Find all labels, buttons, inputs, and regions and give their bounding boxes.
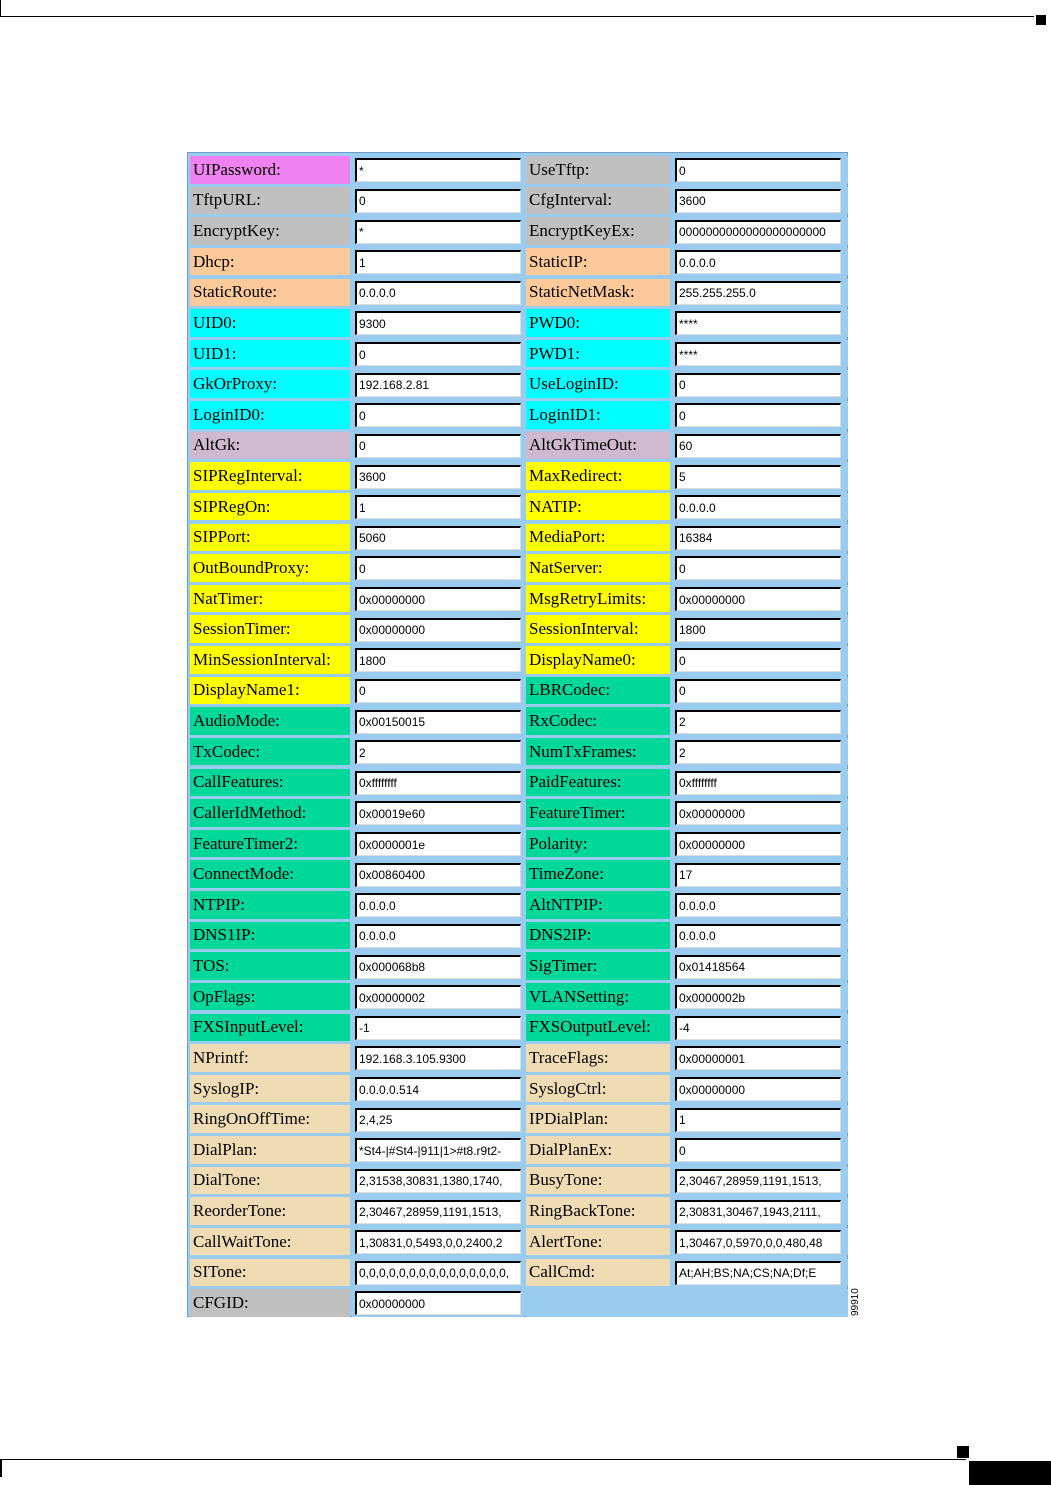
paid-features-input[interactable] [675,771,841,795]
num-tx-frames-input[interactable] [675,740,841,764]
tftp-url-input[interactable] [355,189,521,213]
login-id1-label: LoginID1: [526,401,670,429]
fxsinput-level-input[interactable] [355,1016,521,1040]
session-timer-input[interactable] [355,618,521,642]
connect-mode-input[interactable] [355,863,521,887]
ntpip-label: NTPIP: [190,891,350,919]
time-zone-input[interactable] [675,863,841,887]
session-timer-label: SessionTimer: [190,615,350,643]
header-marker [1036,15,1046,25]
dial-plan-ex-label: DialPlanEx: [526,1136,670,1164]
tx-codec-cell [352,738,524,766]
nat-server-label: NatServer: [526,554,670,582]
feature-timer2-cell [352,830,524,858]
header-rule [0,16,1034,17]
dhcp-input[interactable] [355,250,521,274]
natip-input[interactable] [675,495,841,519]
rx-codec-input[interactable] [675,710,841,734]
alt-gk-label: AltGk: [190,432,350,460]
nprintf-input[interactable] [355,1046,521,1070]
tftp-url-cell [352,187,524,215]
tx-codec-input[interactable] [355,740,521,764]
static-ip-label: StaticIP: [526,248,670,276]
alt-gk-time-out-input[interactable] [675,434,841,458]
op-flags-input[interactable] [355,985,521,1009]
dial-plan-ex-cell [672,1136,848,1164]
ring-back-tone-cell [672,1197,848,1225]
nat-server-input[interactable] [675,556,841,580]
dhcp-label: Dhcp: [190,248,350,276]
alert-tone-label: AlertTone: [526,1228,670,1256]
alt-gk-time-out-label: AltGkTimeOut: [526,432,670,460]
out-bound-proxy-cell [352,554,524,582]
nat-server-cell [672,554,848,582]
uid0-cell [352,309,524,337]
sig-timer-cell [672,952,848,980]
feature-timer-cell [672,799,848,827]
cfgid-input[interactable] [355,1291,521,1315]
uid1-label: UID1: [190,340,350,368]
polarity-input[interactable] [675,832,841,856]
msg-retry-limits-cell [672,585,848,613]
display-name1-label: DisplayName1: [190,677,350,705]
encrypt-key-ex-input[interactable] [675,220,841,244]
sig-timer-input[interactable] [675,955,841,979]
audio-mode-label: AudioMode: [190,707,350,735]
static-route-cell [352,279,524,307]
feature-timer2-input[interactable] [355,832,521,856]
alt-gk-cell [352,432,524,460]
caller-id-method-input[interactable] [355,801,521,825]
dns1-ip-cell [352,922,524,950]
min-session-interval-input[interactable] [355,648,521,672]
pwd0-cell [672,309,848,337]
display-name0-cell [672,646,848,674]
login-id0-cell [352,401,524,429]
nat-timer-label: NatTimer: [190,585,350,613]
paid-features-cell [672,769,848,797]
encrypt-key-label: EncryptKey: [190,217,350,245]
call-features-label: CallFeatures: [190,769,350,797]
alt-ntpip-label: AltNTPIP: [526,891,670,919]
configuration-table [187,152,848,1317]
ring-on-off-time-label: RingOnOffTime: [190,1105,350,1133]
footer-rule [0,1459,966,1460]
call-features-input[interactable] [355,771,521,795]
dial-plan-ex-input[interactable] [675,1138,841,1162]
uid0-input[interactable] [355,311,521,335]
dns2-ip-label: DNS2IP: [526,922,670,950]
dns2-ip-input[interactable] [675,924,841,948]
display-name0-input[interactable] [675,648,841,672]
syslog-ip-cell [352,1075,524,1103]
tos-input[interactable] [355,955,521,979]
call-cmd-input[interactable] [675,1261,841,1285]
natip-label: NATIP: [526,493,670,521]
vlansetting-label: VLANSetting: [526,983,670,1011]
op-flags-cell [352,983,524,1011]
dns1-ip-input[interactable] [355,924,521,948]
figure-id: 99910 [850,1288,861,1316]
encrypt-key-ex-cell [672,217,848,245]
alt-gk-time-out-cell [672,432,848,460]
sipreg-on-label: SIPRegOn: [190,493,350,521]
static-route-label: StaticRoute: [190,279,350,307]
sipreg-on-input[interactable] [355,495,521,519]
session-interval-cell [672,615,848,643]
rx-codec-label: RxCodec: [526,707,670,735]
session-timer-cell [352,615,524,643]
fxsinput-level-cell [352,1014,524,1042]
dial-plan-cell [352,1136,524,1164]
use-tftp-label: UseTftp: [526,156,670,184]
use-login-id-cell [672,370,848,398]
max-redirect-label: MaxRedirect: [526,462,670,490]
cfgid-cell [352,1289,524,1317]
ring-on-off-time-input[interactable] [355,1108,521,1132]
use-login-id-label: UseLoginID: [526,370,670,398]
encrypt-key-ex-label: EncryptKeyEx: [526,217,670,245]
static-ip-cell [672,248,848,276]
gk-or-proxy-input[interactable] [355,373,521,397]
ring-back-tone-input[interactable] [675,1200,841,1224]
tos-label: TOS: [190,952,350,980]
trace-flags-cell [672,1044,848,1072]
empty-cell [526,1289,848,1317]
feature-timer2-label: FeatureTimer2: [190,830,350,858]
sipport-label: SIPPort: [190,524,350,552]
sipport-cell [352,524,524,552]
min-session-interval-cell [352,646,524,674]
gk-or-proxy-cell [352,370,524,398]
fxsoutput-level-cell [672,1014,848,1042]
display-name0-label: DisplayName0: [526,646,670,674]
syslog-ctrl-input[interactable] [675,1077,841,1101]
login-id1-input[interactable] [675,403,841,427]
use-tftp-cell [672,156,848,184]
dial-plan-label: DialPlan: [190,1136,350,1164]
feature-timer-label: FeatureTimer: [526,799,670,827]
nprintf-label: NPrintf: [190,1044,350,1072]
sipreg-on-cell [352,493,524,521]
uipassword-label: UIPassword: [190,156,350,184]
rx-codec-cell [672,707,848,735]
dial-tone-input[interactable] [355,1169,521,1193]
ntpip-cell [352,891,524,919]
static-net-mask-label: StaticNetMask: [526,279,670,307]
polarity-cell [672,830,848,858]
syslog-ip-label: SyslogIP: [190,1075,350,1103]
call-cmd-cell [672,1259,848,1287]
syslog-ctrl-cell [672,1075,848,1103]
nat-timer-cell [352,585,524,613]
media-port-label: MediaPort: [526,524,670,552]
sitone-cell [352,1259,524,1287]
sipreg-interval-label: SIPRegInterval: [190,462,350,490]
login-id0-input[interactable] [355,403,521,427]
num-tx-frames-cell [672,738,848,766]
dial-tone-label: DialTone: [190,1167,350,1195]
caller-id-method-label: CallerIdMethod: [190,799,350,827]
out-bound-proxy-input[interactable] [355,556,521,580]
busy-tone-label: BusyTone: [526,1167,670,1195]
reorder-tone-cell [352,1197,524,1225]
pwd1-input[interactable] [675,342,841,366]
session-interval-input[interactable] [675,618,841,642]
sipport-input[interactable] [355,526,521,550]
pwd0-label: PWD0: [526,309,670,337]
vlansetting-input[interactable] [675,985,841,1009]
cfg-interval-label: CfgInterval: [526,187,670,215]
alt-ntpip-input[interactable] [675,893,841,917]
ipdial-plan-input[interactable] [675,1108,841,1132]
uid1-input[interactable] [355,342,521,366]
audio-mode-input[interactable] [355,710,521,734]
use-login-id-input[interactable] [675,373,841,397]
sitone-label: SITone: [190,1259,350,1287]
lbrcodec-cell [672,677,848,705]
encrypt-key-input[interactable] [355,220,521,244]
cfgid-label: CFGID: [190,1289,350,1317]
page-number-tab [969,1461,1051,1485]
polarity-label: Polarity: [526,830,670,858]
lbrcodec-label: LBRCodec: [526,677,670,705]
vlansetting-cell [672,983,848,1011]
ntpip-input[interactable] [355,893,521,917]
alt-ntpip-cell [672,891,848,919]
op-flags-label: OpFlags: [190,983,350,1011]
sipreg-interval-input[interactable] [355,465,521,489]
ring-back-tone-label: RingBackTone: [526,1197,670,1225]
paid-features-label: PaidFeatures: [526,769,670,797]
uipassword-cell [352,156,524,184]
fxsoutput-level-label: FXSOutputLevel: [526,1014,670,1042]
alt-gk-input[interactable] [355,434,521,458]
trace-flags-input[interactable] [675,1046,841,1070]
sig-timer-label: SigTimer: [526,952,670,980]
tos-cell [352,952,524,980]
top-left-tick [0,0,1,17]
sipreg-interval-cell [352,462,524,490]
call-wait-tone-label: CallWaitTone: [190,1228,350,1256]
time-zone-cell [672,860,848,888]
connect-mode-label: ConnectMode: [190,860,350,888]
pwd0-input[interactable] [675,311,841,335]
tftp-url-label: TftpURL: [190,187,350,215]
dial-plan-input[interactable] [355,1138,521,1162]
num-tx-frames-label: NumTxFrames: [526,738,670,766]
tx-codec-label: TxCodec: [190,738,350,766]
display-name1-cell [352,677,524,705]
cfg-interval-input[interactable] [675,189,841,213]
ipdial-plan-cell [672,1105,848,1133]
cfg-interval-cell [672,187,848,215]
ipdial-plan-label: IPDialPlan: [526,1105,670,1133]
sitone-input[interactable] [355,1261,521,1285]
fxsinput-level-label: FXSInputLevel: [190,1014,350,1042]
audio-mode-cell [352,707,524,735]
call-cmd-label: CallCmd: [526,1259,670,1287]
syslog-ip-input[interactable] [355,1077,521,1101]
connect-mode-cell [352,860,524,888]
login-id1-cell [672,401,848,429]
display-name1-input[interactable] [355,679,521,703]
static-net-mask-cell [672,279,848,307]
uipassword-input[interactable] [355,158,521,182]
static-net-mask-input[interactable] [675,281,841,305]
call-features-cell [352,769,524,797]
msg-retry-limits-input[interactable] [675,587,841,611]
trace-flags-label: TraceFlags: [526,1044,670,1072]
call-wait-tone-input[interactable] [355,1230,521,1254]
pwd1-cell [672,340,848,368]
caller-id-method-cell [352,799,524,827]
dns1-ip-label: DNS1IP: [190,922,350,950]
alert-tone-input[interactable] [675,1230,841,1254]
dhcp-cell [352,248,524,276]
msg-retry-limits-label: MsgRetryLimits: [526,585,670,613]
dial-tone-cell [352,1167,524,1195]
max-redirect-input[interactable] [675,465,841,489]
lbrcodec-input[interactable] [675,679,841,703]
natip-cell [672,493,848,521]
bottom-left-tick [0,1460,2,1477]
reorder-tone-input[interactable] [355,1200,521,1224]
call-wait-tone-cell [352,1228,524,1256]
dns2-ip-cell [672,922,848,950]
busy-tone-input[interactable] [675,1169,841,1193]
footer-marker [957,1446,969,1458]
nprintf-cell [352,1044,524,1072]
login-id0-label: LoginID0: [190,401,350,429]
ring-on-off-time-cell [352,1105,524,1133]
use-tftp-input[interactable] [675,158,841,182]
nat-timer-input[interactable] [355,587,521,611]
syslog-ctrl-label: SyslogCtrl: [526,1075,670,1103]
feature-timer-input[interactable] [675,801,841,825]
alert-tone-cell [672,1228,848,1256]
gk-or-proxy-label: GkOrProxy: [190,370,350,398]
out-bound-proxy-label: OutBoundProxy: [190,554,350,582]
reorder-tone-label: ReorderTone: [190,1197,350,1225]
static-route-input[interactable] [355,281,521,305]
busy-tone-cell [672,1167,848,1195]
fxsoutput-level-input[interactable] [675,1016,841,1040]
uid0-label: UID0: [190,309,350,337]
min-session-interval-label: MinSessionInterval: [190,646,350,674]
pwd1-label: PWD1: [526,340,670,368]
max-redirect-cell [672,462,848,490]
encrypt-key-cell [352,217,524,245]
uid1-cell [352,340,524,368]
session-interval-label: SessionInterval: [526,615,670,643]
static-ip-input[interactable] [675,250,841,274]
media-port-cell [672,524,848,552]
time-zone-label: TimeZone: [526,860,670,888]
media-port-input[interactable] [675,526,841,550]
